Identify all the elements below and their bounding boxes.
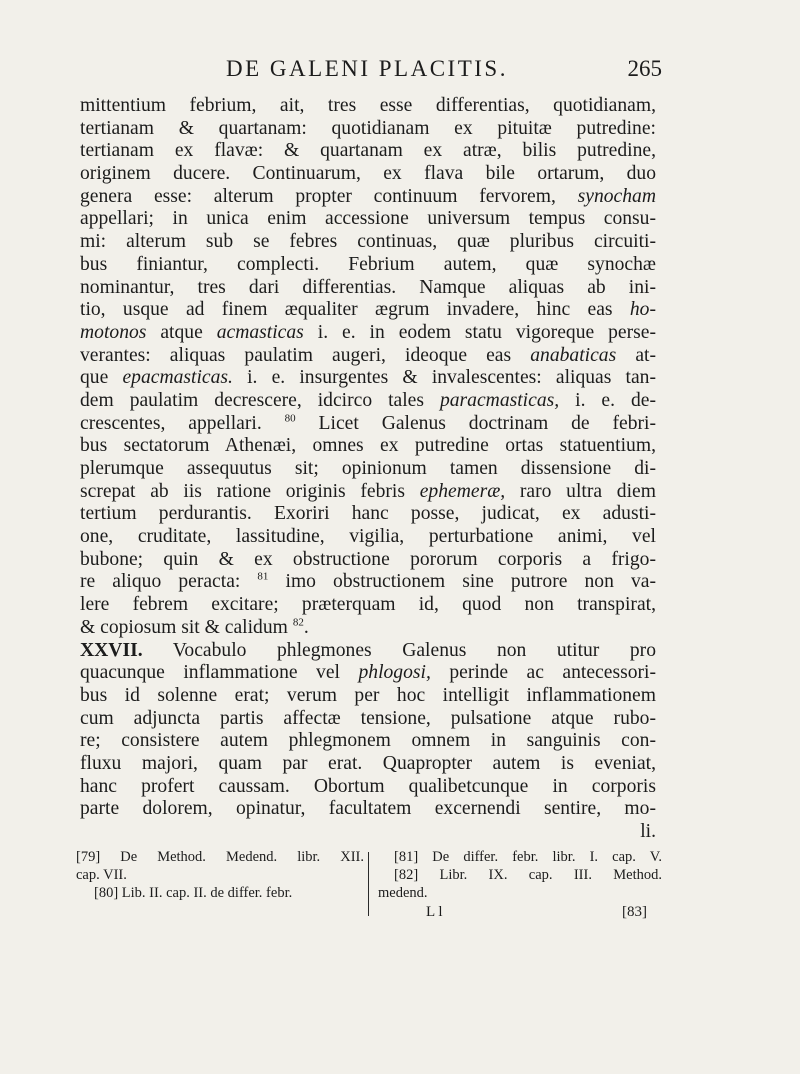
text-line: nominantur, tres dari differentias. Namque aliquas ab ini-: [80, 276, 656, 298]
text-line: screpat ab iis ratione originis febris ephemeræ, raro ultra diem: [80, 480, 656, 502]
text-line: bubone; quin & ex obstructione pororum corporis a frigo-: [80, 548, 656, 570]
footnote-divider: [368, 852, 369, 916]
text-line: parte dolorem, opinatur, facultatem excernendi sentire, mo-: [80, 798, 656, 820]
text-line: mittentium febrium, ait, tres esse differentias, quotidianam,: [80, 95, 656, 116]
footnote-ref: 81: [257, 570, 269, 583]
text-line: re; consistere autem phlegmonem omnem in sanguinis con-: [80, 730, 656, 752]
footnote-column-left: [76, 848, 364, 902]
signature-mark: L l: [426, 904, 443, 920]
text-line: & copiosum sit & calidum $^{82}$.: [80, 616, 309, 638]
section-line: XXVII. Vocabulo phlegmones Galenus non utitur pro: [80, 639, 656, 661]
text-line: bus finiantur, complecti. Febrium autem, quæ synochæ: [80, 253, 656, 275]
text-line: originem ducere. Continuarum, ex flava bile ortarum, duo: [80, 163, 656, 185]
footnote-column-right: [374, 848, 662, 902]
footnote: [79] De Method. Medend. libr. XII.: [76, 849, 364, 865]
footnote-ref: 82: [292, 616, 304, 629]
section-number: XXVII.: [80, 639, 143, 661]
text-line: verantes: aliquas paulatim augeri, ideoque eas anabaticas at-: [80, 344, 656, 366]
page-number: 265: [627, 56, 662, 81]
text-line: li.: [640, 821, 656, 842]
footnote: [82] Libr. IX. cap. III. Method.: [394, 867, 662, 883]
footnotes: [76, 848, 662, 918]
text-line: genera esse: alterum propter continuum fervorem, synocham: [80, 185, 656, 207]
text-line: tertianam & quartanam: quotidianam ex pituitæ putredine:: [80, 117, 656, 139]
text-line: dem paulatim decrescere, idcirco tales paracmasticas, i. e. de-: [80, 389, 656, 411]
text-line: appellari; in unica enim accessione universum tempus consu-: [80, 208, 656, 230]
text-line: bus sectatorum Athenæi, omnes ex putredine ortas statuentium,: [80, 435, 656, 457]
text-line: plerumque assequutus sit; opinionum tamen dissensione di-: [80, 458, 656, 479]
main-text: [80, 95, 656, 844]
text-line: lere febrem excitare; præterquam id, quod non transpirat,: [80, 594, 656, 616]
text-line: que epacmasticas. i. e. insurgentes & invalescentes: aliquas tan-: [80, 367, 656, 389]
text-line: re aliquo peracta: $^{81}$ imo obstructionem sine putrore non va-: [80, 570, 656, 593]
footnote: [81] De differ. febr. libr. I. cap. V.: [394, 849, 662, 865]
footnote: [80] Lib. II. cap. II. de differ. febr.: [94, 885, 293, 901]
text-line: hanc profert caussam. Obortum qualibetcunque in corporis: [80, 775, 656, 797]
text-line: quacunque inflammatione vel phlogosi, perinde ac antecessori-: [80, 662, 656, 684]
footnote-continuation: medend.: [378, 885, 428, 901]
text-line: tertium perdurantis. Exoriri hanc posse, judicat, ex adusti-: [80, 503, 656, 525]
text-line: mi: alterum sub se febres continuas, quæ pluribus circuiti-: [80, 231, 656, 253]
text-line: crescentes, appellari. $^{80}$ Licet Galenus doctrinam de febri-: [80, 412, 657, 434]
text-line: one, cruditate, lassitudine, vigilia, perturbatione animi, vel: [80, 526, 656, 548]
text-line: fluxu majori, quam par erat. Quapropter autem is eveniat,: [80, 752, 656, 774]
text-line: tio, usque ad finem æqualiter ægrum invadere, hinc eas ho-: [80, 299, 656, 321]
running-header: [72, 54, 662, 88]
catchword: [83]: [622, 904, 647, 920]
text-line: motonos atque acmasticas i. e. in eodem statu vigoreque perse-: [80, 321, 656, 343]
text-line: bus id solenne erat; verum per hoc intelligit inflammationem: [80, 684, 656, 706]
footnote-continuation: cap. VII.: [76, 867, 127, 883]
text-line: tertianam ex flavæ: & quartanam ex atræ, bilis putredine,: [80, 140, 656, 162]
running-title: DE GALENI PLACITIS.: [226, 56, 508, 81]
footnote-ref: 80: [284, 412, 296, 425]
text-line: cum adjuncta partis affectæ tensione, pulsatione atque rubo-: [80, 707, 656, 729]
